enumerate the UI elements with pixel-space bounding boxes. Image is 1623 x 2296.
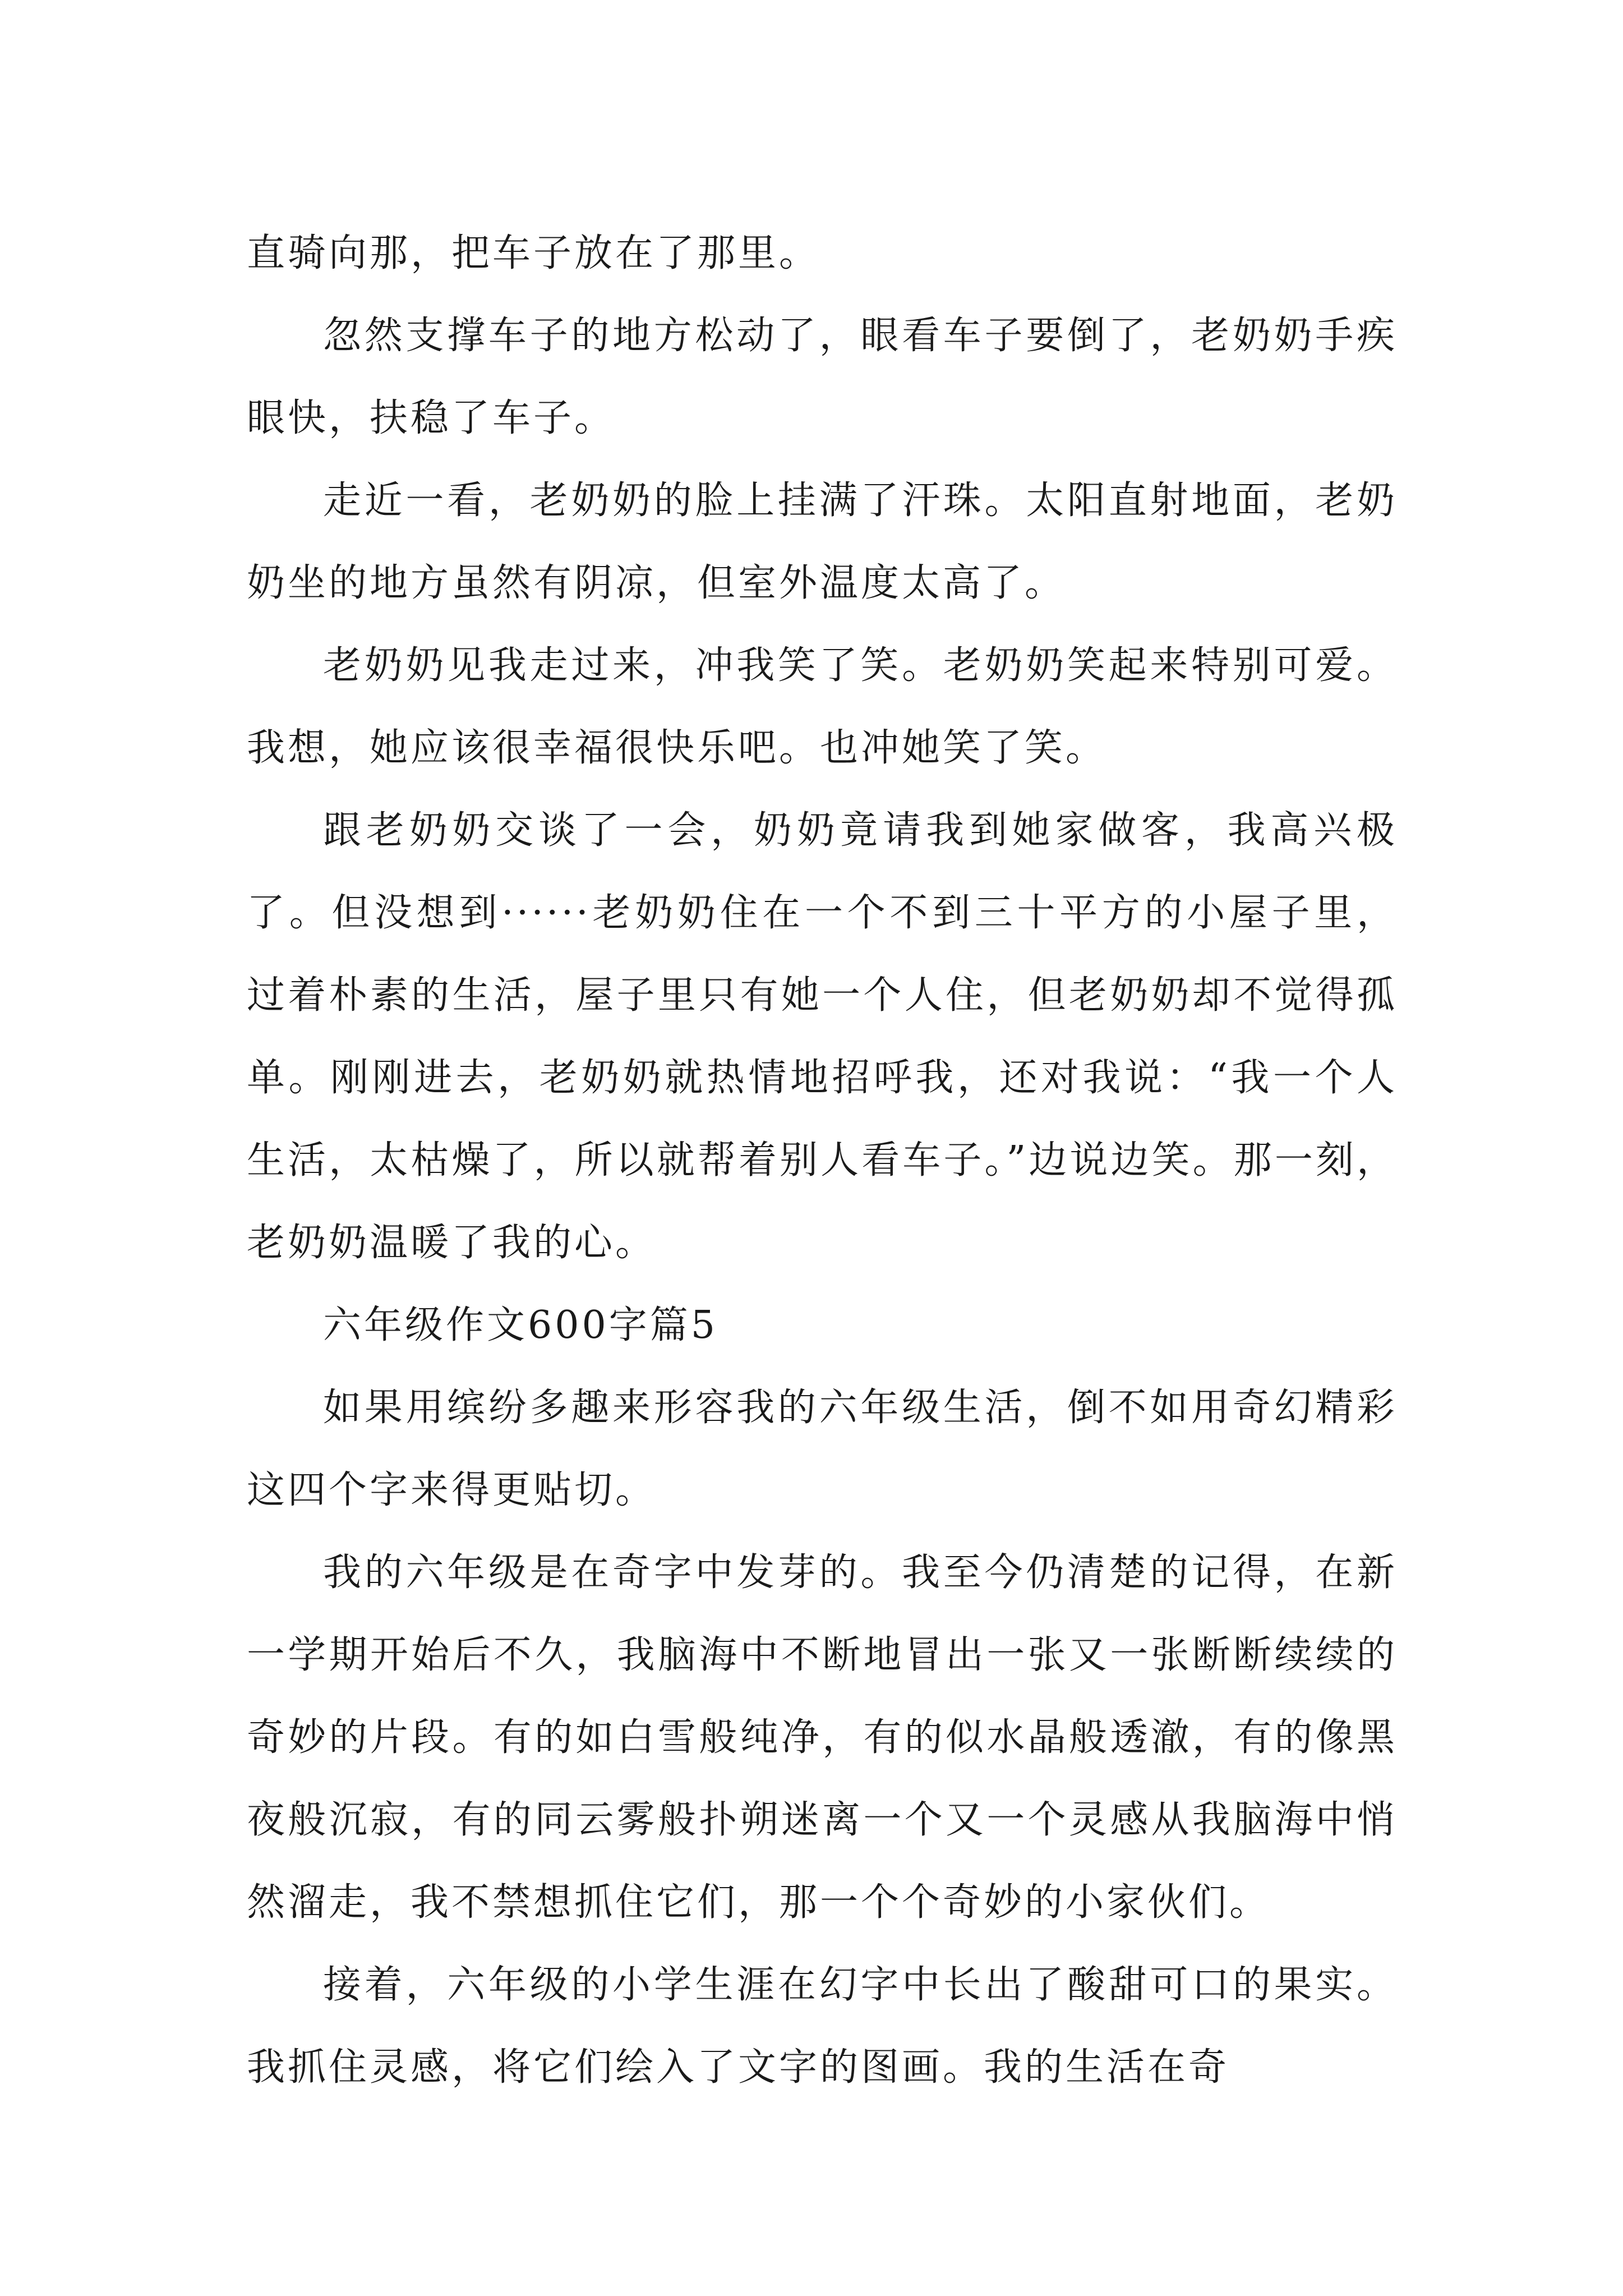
paragraph: 如果用缤纷多趣来形容我的六年级生活，倒不如用奇幻精彩这四个字来得更贴切。 (247, 1386, 1398, 1512)
section-heading: 六年级作文600字篇5 (323, 1303, 718, 1347)
paragraph: 我的六年级是在奇字中发芽的。我至今仍清楚的记得，在新一学期开始后不久，我脑海中不断地冒出一张又一张断断续续的奇妙的片段。有的如白雪般纯净，有的似水晶般透澈，有的像黑夜般沉寂，有的同云雾般扑朔迷离一个又一个灵感从我脑海中悄然溜走，我不禁想抓住它们，那一个个奇妙的小家伙们。 (247, 1550, 1398, 1925)
paragraph: 老奶奶见我走过来，冲我笑了笑。老奶奶笑起来特别可爱。我想，她应该很幸福很快乐吧。也冲她笑了笑。 (247, 643, 1398, 770)
paragraph-continuation: 直骑向那，把车子放在了那里。 (247, 231, 820, 275)
document-body (247, 212, 1398, 2109)
paragraph: 忽然支撑车子的地方松动了，眼看车子要倒了，老奶奶手疾眼快，扶稳了车子。 (247, 314, 1398, 440)
paragraph: 接着，六年级的小学生涯在幻字中长出了酸甜可口的果实。我抓住灵感，将它们绘入了文字的图画。我的生活在奇 (247, 1963, 1398, 2090)
paragraph: 走近一看，老奶奶的脸上挂满了汗珠。太阳直射地面，老奶奶坐的地方虽然有阴凉，但室外温度太高了。 (247, 478, 1398, 605)
paragraph: 跟老奶奶交谈了一会，奶奶竟请我到她家做客，我高兴极了。但没想到······老奶奶住在一个不到三十平方的小屋子里，过着朴素的生活，屋子里只有她一个人住，但老奶奶却不觉得孤单。刚刚进去，老奶奶就热情地招呼我，还对我说：“我一个人生活，太枯燥了，所以就帮着别人看车子。”边说边笑。那一刻，老奶奶温暖了我的心。 (247, 808, 1398, 1265)
